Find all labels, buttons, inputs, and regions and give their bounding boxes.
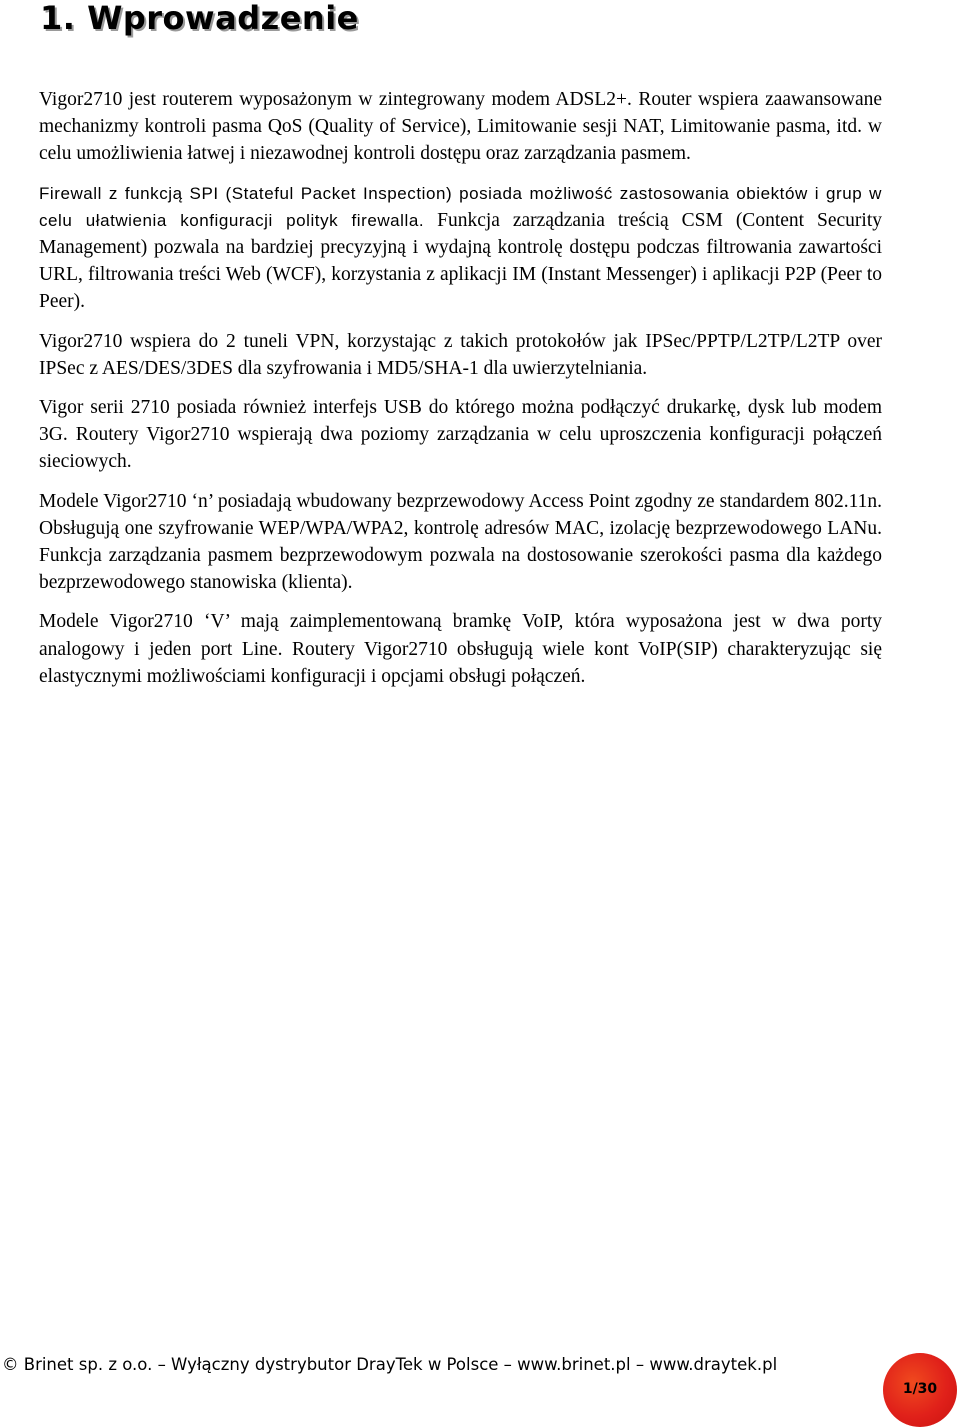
page-number-badge bbox=[883, 1353, 957, 1427]
paragraph-csm: Funkcja zarządzania treścią CSM (Content Security Management) pozwala na bardziej precyzyjną i wydajną kontrolę dostępu podczas filtrowania zawartości URL, filtrowania treści Web (WCF), korzystania z aplikacji IM (Instant Messenger) i aplikacji P2P (Peer to Peer). bbox=[39, 209, 882, 313]
paragraph-firewall: Firewall z funkcją SPI (Stateful Packet Inspection) posiada możliwość zastosowania obiektów i grup w celu ułatwienia konfiguracji polityk firewalla. bbox=[39, 183, 882, 230]
page-heading: 1. Wprowadzenie bbox=[40, 0, 359, 37]
paragraph-firewall-csm bbox=[39, 180, 882, 316]
paragraph-intro: Vigor2710 jest routerem wyposażonym w zintegrowany modem ADSL2+. Router wspiera zaawansowane mechanizmy kontroli pasma QoS (Quality of Service), Limitowanie sesji NAT, Limitowanie pasma, itd. w celu umożliwienia łatwej i niezawodnej kontroli dostępu oraz zarządzania pasmem. bbox=[39, 89, 882, 165]
page-footer bbox=[0, 1350, 960, 1427]
page-number: 1/30 bbox=[902, 1381, 938, 1397]
paragraph-usb: Vigor serii 2710 posiada również interfejs USB do którego można podłączyć drukarkę, dysk lub modem 3G. Routery Vigor2710 wspierają dwa poziomy zarządzania w celu uproszczenia konfiguracji połączeń sieciowych. bbox=[39, 397, 882, 473]
paragraph-voip: Modele Vigor2710 ‘V’ mają zaimplementowaną bramkę VoIP, która wyposażona jest w dwa porty analogowy i jeden port Line. Routery Vigor2710 obsługują wiele kont VoIP(SIP) charakteryzując się elastycznymi możliwościami konfiguracji i opcjami obsługi połączeń. bbox=[39, 611, 882, 687]
document-body bbox=[39, 86, 882, 702]
footer-copyright: © Brinet sp. z o.o. – Wyłączny dystrybutor DrayTek w Polsce – www.brinet.pl – www.draytek.pl bbox=[2, 1355, 778, 1374]
paragraph-wireless: Modele Vigor2710 ‘n’ posiadają wbudowany bezprzewodowy Access Point zgodny ze standardem 802.11n. Obsługują one szyfrowanie WEP/WPA/WPA2, kontrolę adresów MAC, izolację bezprzewodowego LANu. Funkcja zarządzania pasmem bezprzewodowym pozwala na dostosowanie szerokości pasma dla każdego bezprzewodowego stanowiska (klienta). bbox=[39, 490, 882, 594]
paragraph-vpn: Vigor2710 wspiera do 2 tuneli VPN, korzystając z takich protokołów jak IPSec/PPTP/L2TP/L2TP over IPSec z AES/DES/3DES dla szyfrowania i MD5/SHA-1 dla uwierzytelniania. bbox=[39, 330, 882, 379]
